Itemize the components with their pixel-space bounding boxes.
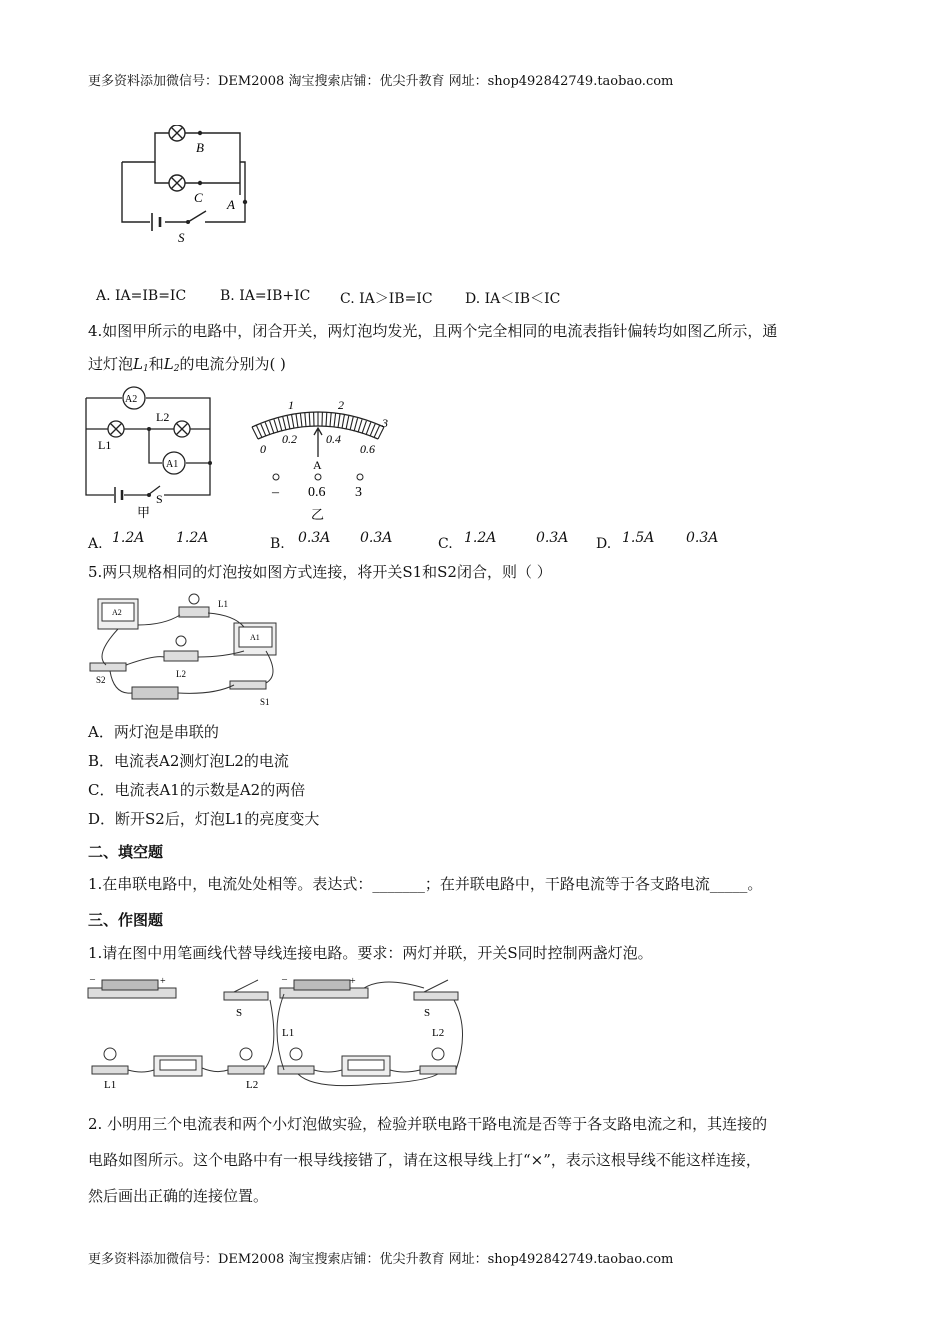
q4-stem-part-c: 的电流分别为( ) xyxy=(179,355,286,373)
q3-option-b[interactable]: B. IA=IB+IC xyxy=(220,288,311,304)
dial-label-2: 2 xyxy=(338,398,344,412)
dial-tick xyxy=(261,424,266,436)
dial-tick xyxy=(338,414,340,428)
q5-fig-label-s2: S2 xyxy=(96,675,106,685)
dial-tick xyxy=(278,418,282,431)
q5-option-c[interactable]: C．电流表A1的示数是A2的两倍 xyxy=(88,781,306,799)
section3-title: 三、作图题 xyxy=(88,911,164,929)
dial-tick xyxy=(342,415,344,429)
dial-tick xyxy=(358,420,362,433)
q5-stem: 5.两只规格相同的灯泡按如图方式连接，将开关S1和S2闭合，则（ ） xyxy=(88,563,552,581)
figure-circuit-jia xyxy=(84,385,214,520)
dial-label-1: 1 xyxy=(288,398,294,412)
q4-option-c-v2: 0.3A xyxy=(536,530,569,546)
q3-option-d[interactable]: D. IA＜IB＜IC xyxy=(465,291,561,307)
jia-label-l2: L2 xyxy=(156,410,170,424)
q4-option-a-v1: 1.2A xyxy=(112,530,145,546)
q4-stem-part-a: 过灯泡 xyxy=(88,355,134,373)
s3-fig-l1-left: L1 xyxy=(104,1079,117,1090)
section2-q1: 1.在串联电路中，电流处处相等。表达式：_______；在并联电路中，干路电流等于各支路电流_____。 xyxy=(88,875,763,893)
s3-fig-plus-left: + xyxy=(160,976,166,987)
section3-q2-line1: 2. 小明用三个电流表和两个小灯泡做实验，检验并联电路干路电流是否等于各支路电流之和，其连接的 xyxy=(88,1115,768,1133)
dial-terminal-0-6: 0.6 xyxy=(308,485,326,500)
dial-label-3: 3 xyxy=(382,416,388,430)
jia-label-a1: A1 xyxy=(166,459,179,470)
fig1-label-c: C xyxy=(194,190,203,205)
q4-option-c-v1: 1.2A xyxy=(464,530,497,546)
q4-stem-line2 xyxy=(88,353,286,380)
s3-fig-l1-right: L1 xyxy=(282,1027,295,1039)
dial-tick xyxy=(326,412,327,426)
dial-tick xyxy=(256,425,262,437)
section2-title: 二、填空题 xyxy=(88,843,164,861)
page-footer: 更多资料添加微信号：DEM2008 淘宝搜索店铺：优尖升教育 网址：shop492842749.taobao.com xyxy=(88,1252,674,1267)
fig1-label-s: S xyxy=(178,230,185,245)
dial-tick xyxy=(370,424,375,436)
q4-option-d-v1: 1.5A xyxy=(622,530,655,546)
q4-l1-symbol: $L_1$ xyxy=(133,355,149,374)
fig1-label-b: B xyxy=(196,140,204,155)
dial-tick xyxy=(252,427,258,439)
dial-tick xyxy=(350,417,353,430)
q4-option-b-v1: 0.3A xyxy=(298,530,331,546)
q4-l2-symbol: $L_2$ xyxy=(163,355,180,374)
q5-option-b[interactable]: B．电流表A2测灯泡L2的电流 xyxy=(88,752,289,770)
s3-fig-plus-right: + xyxy=(350,976,356,987)
s3-fig-l2-right: L2 xyxy=(432,1027,445,1039)
dial-tick xyxy=(374,425,380,437)
q4-option-b-letter[interactable]: B. xyxy=(270,536,285,552)
q5-option-d[interactable]: D．断开S2后，灯泡L1的亮度变大 xyxy=(88,810,320,828)
figure-circuit-parallel-bulbs xyxy=(110,125,260,250)
jia-caption: 甲 xyxy=(137,506,151,520)
q4-options-row xyxy=(88,530,788,552)
dial-tick xyxy=(287,416,290,429)
section3-q2-line2: 电路如图所示。这个电路中有一根导线接错了，请在这根导线上打“×”，表示这根导线不能这样连接， xyxy=(88,1151,761,1169)
dial-caption: 乙 xyxy=(311,508,325,523)
section3-q2-line3: 然后画出正确的连接位置。 xyxy=(88,1187,269,1205)
q4-option-d-v2: 0.3A xyxy=(686,530,719,546)
dial-tick xyxy=(274,420,278,433)
dial-label-0-6: 0.6 xyxy=(360,442,375,456)
jia-label-s: S xyxy=(156,492,163,506)
dial-tick xyxy=(354,418,358,431)
dial-tick xyxy=(346,416,349,429)
dial-tick xyxy=(283,417,286,430)
q5-fig-label-l2: L2 xyxy=(176,669,186,679)
q4-option-c-letter[interactable]: C. xyxy=(438,536,453,552)
dial-tick xyxy=(292,415,294,429)
fig1-label-a: A xyxy=(227,197,235,212)
figure-ammeter-dial xyxy=(238,395,398,525)
figure-s3-physical-setups xyxy=(84,970,474,1090)
dial-tick xyxy=(305,413,306,427)
s3-fig-minus-right: – xyxy=(282,974,287,985)
page-header: 更多资料添加微信号：DEM2008 淘宝搜索店铺：优尖升教育 网址：shop492842749.taobao.com xyxy=(88,74,674,89)
dial-label-0-2: 0.2 xyxy=(282,432,297,446)
dial-label-0-4: 0.4 xyxy=(326,432,341,446)
dial-tick xyxy=(309,412,310,426)
dial-tick xyxy=(270,421,274,434)
figure-q5-physical-circuit xyxy=(84,585,284,710)
jia-label-a2: A2 xyxy=(125,394,138,405)
q4-stem-line1: 4.如图甲所示的电路中，闭合开关，两灯泡均发光，且两个完全相同的电流表指针偏转均如图乙所示，通 xyxy=(88,322,778,340)
q4-option-a-letter[interactable]: A. xyxy=(88,536,103,552)
q5-fig-label-l1: L1 xyxy=(218,599,228,609)
q3-option-a[interactable]: A. IA=IB=IC xyxy=(96,288,187,304)
q5-fig-label-s1: S1 xyxy=(260,697,270,707)
dial-terminal-3: 3 xyxy=(355,485,362,500)
q3-option-c[interactable]: C. IA＞IB=IC xyxy=(340,291,433,307)
q5-fig-label-a1: A1 xyxy=(250,633,260,642)
dial-tick xyxy=(265,422,270,435)
dial-unit-a: A xyxy=(313,458,322,472)
s3-fig-minus-left: – xyxy=(90,974,95,985)
dial-terminal-minus: – xyxy=(272,485,279,500)
dial-tick xyxy=(366,422,371,435)
q4-option-a-v2: 1.2A xyxy=(176,530,209,546)
s3-fig-s-left: S xyxy=(236,1007,243,1019)
section3-q1: 1.请在图中用笔画线代替导线连接电路。要求：两灯并联，开关S同时控制两盏灯泡。 xyxy=(88,944,653,962)
dial-tick xyxy=(362,421,366,434)
dial-tick xyxy=(296,414,298,428)
dial-tick xyxy=(330,413,331,427)
dial-tick xyxy=(300,413,302,427)
q4-stem-part-b: 和 xyxy=(148,355,164,373)
q4-option-b-v2: 0.3A xyxy=(360,530,393,546)
s3-fig-l2-left: L2 xyxy=(246,1079,259,1090)
dial-label-0: 0 xyxy=(260,442,266,456)
q4-option-d-letter[interactable]: D. xyxy=(596,536,612,552)
dial-tick xyxy=(334,413,336,427)
q5-option-a[interactable]: A．两灯泡是串联的 xyxy=(88,723,219,741)
q5-fig-label-a2: A2 xyxy=(112,608,122,617)
s3-fig-s-right: S xyxy=(424,1007,431,1019)
jia-label-l1: L1 xyxy=(98,438,112,452)
